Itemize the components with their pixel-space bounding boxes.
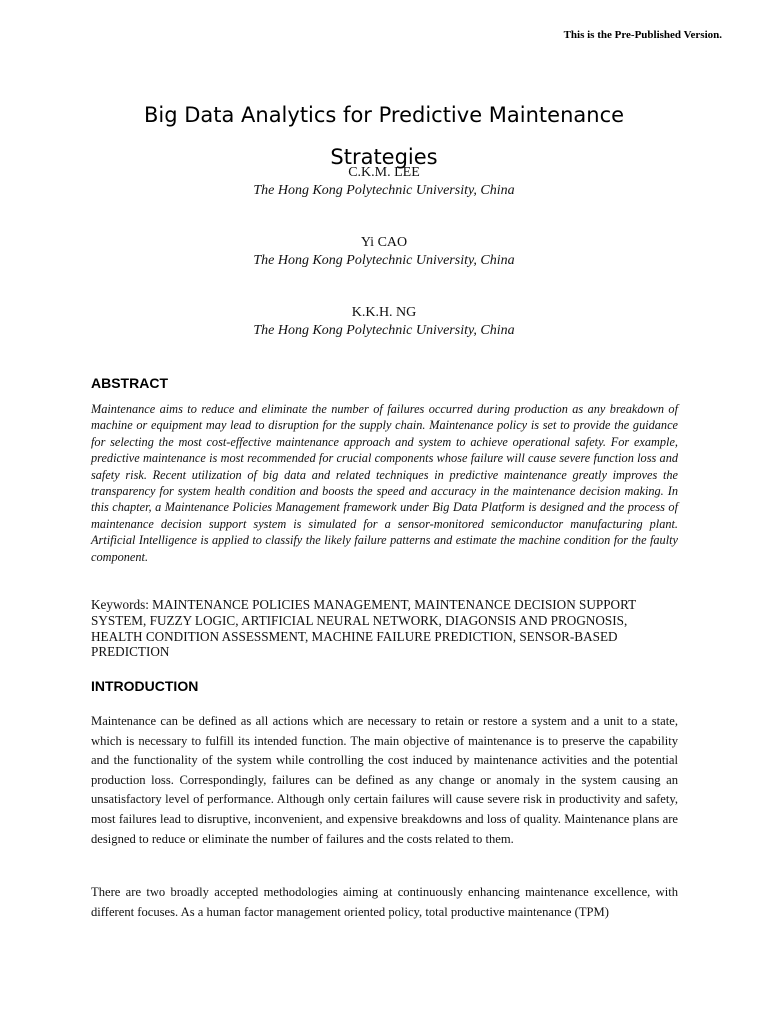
author-block <box>0 234 768 270</box>
introduction-paragraph: There are two broadly accepted methodologies aiming at continuously enhancing maintenance excellence, with different focuses. As a human factor management oriented policy, total productive maintenance (TPM) <box>91 885 678 919</box>
keywords: Keywords: MAINTENANCE POLICIES MANAGEMENT, MAINTENANCE DECISION SUPPORT SYSTEM, FUZZY LOGIC, ARTIFICIAL NEURAL NETWORK, DIAGONSIS AND PROGNOSIS, HEALTH CONDITION ASSESSMENT, MACHINE FAILURE PREDICTION, SENSOR-BASED PREDICTION <box>91 597 636 660</box>
version-note: This is the Pre-Published Version. <box>563 29 722 41</box>
author-name: C.K.M. LEE <box>348 165 420 180</box>
author-block <box>0 304 768 340</box>
abstract-heading: ABSTRACT <box>91 375 168 391</box>
author-block <box>0 164 768 200</box>
author-affiliation: The Hong Kong Polytechnic University, China <box>253 323 515 338</box>
paper-title-line-2: Strategies <box>330 145 438 169</box>
introduction-paragraph: Maintenance can be defined as all actions which are necessary to retain or restore a system and a unit to a state, which is necessary to fulfill its intended function. The main objective of maintenance is to preserve the capability and the functionality of the system while controlling the cost induced by maintenance activities and the potential production loss. Correspondingly, failures can be defined as any change or anomaly in the system causing an unsatisfactory level of performance. Although only certain failures will cause severe risk in productivity and safety, most failures lead to disruptive, inconvenient, and expensive breakdowns and loss of quality. Maintenance plans are designed to reduce or eliminate the number of failures and the costs related to them. <box>91 714 678 846</box>
author-affiliation: The Hong Kong Polytechnic University, China <box>253 183 515 198</box>
author-name: Yi CAO <box>360 235 408 250</box>
abstract-text: Maintenance aims to reduce and eliminate the number of failures occurred during production as any breakdown of machine or equipment may lead to disruption for the supply chain. Maintenance policy is set to provide the guidance for selecting the most cost-effective maintenance approach and system to achieve operational safety. For example, predictive maintenance is most recommended for crucial components whose failure will cause severe function loss and safety risk. Recent utilization of big data and related techniques in predictive maintenance greatly improves the transparency for system health condition and boosts the speed and accuracy in the maintenance decision making. In this chapter, a Maintenance Policies Management framework under Big Data Platform is designed and the process of maintenance decision support system is simulated for a sensor-monitored semiconductor manufacturing plant. Artificial Intelligence is applied to classify the likely failure patterns and estimate the machine condition for the faulty component. <box>91 402 678 564</box>
author-affiliation: The Hong Kong Polytechnic University, China <box>253 253 515 268</box>
introduction-heading: INTRODUCTION <box>91 678 199 694</box>
paper-title-line-1: Big Data Analytics for Predictive Maintenance <box>143 103 625 127</box>
author-name: K.K.H. NG <box>351 305 417 320</box>
